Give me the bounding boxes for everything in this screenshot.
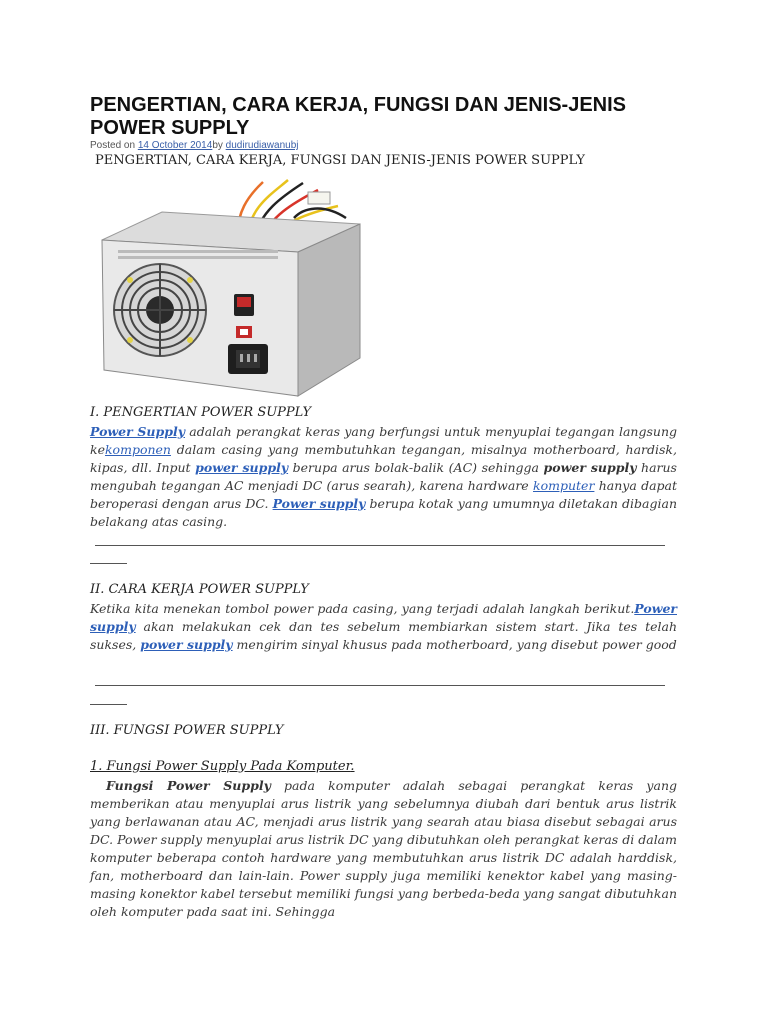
article-subtitle: PENGERTIAN, CARA KERJA, FUNGSI DAN JENIS-JENIS POWER SUPPLY [95,153,585,168]
section-2-heading: II. CARA KERJA POWER SUPPLY [90,582,309,597]
section-3-paragraph: Fungsi Power Supply pada komputer adalah sebagai perangkat keras yang memberikan atau menyuplai arus listrik yang sebelumnya diubah dari bentuk arus listrik yang berlawanan atau AC, menjadi arus listrik yang searah atau biasa disebut sebagai arus DC. Power supply menyuplai arus listrik DC yang dibutuhkan oleh perangkat keras di dalam komputer beberapa contoh hardware yang membutuhkan arus listrik DC adalah harddisk, fan, motherboard dan lain-lain. Power supply juga memiliki kenektor kabel yang masing-masing konektor kabel tersebut memiliki fungsi yang berbeda-beda yang sangat dibutuhkan oleh komputer pada saat ini. Sehingga [90,778,677,919]
article-title: PENGERTIAN, CARA KERJA, FUNGSI DAN JENIS-JENIS POWER SUPPLY [90,94,626,139]
author-link[interactable]: dudirudiawanubj [225,140,299,151]
section-2-paragraph: Ketika kita menekan tombol power pada casing, yang terjadi adalah langkah berikut.Power supply akan melakukan cek dan tes sebelum membiarkan sistem start. Jika tes telah sukses, power supply mengirim sinyal khusus pada motherboard, yang disebut power good [90,601,677,652]
power-supply-link[interactable]: Power supply [90,601,677,634]
power-supply-link[interactable]: power supply [195,460,289,475]
post-date-link[interactable]: 14 October 2014 [137,140,213,151]
by-label: by [212,140,226,151]
posted-on-label: Posted on [90,140,138,151]
section-1-heading: I. PENGERTIAN POWER SUPPLY [90,405,312,420]
divider-line-short [90,704,127,705]
section-1-paragraph: Power Supply adalah perangkat keras yang berfungsi untuk menyuplai tegangan langsung kekomponen dalam casing yang membutuhkan tegangan, misalnya motherboard, hardisk, kipas, dll. Input power supply berupa arus bolak-balik (AC) sehingga power supply harus mengubah tegangan AC menjadi DC (arus searah), karena hardware komputer hanya dapat beroperasi dengan arus DC. Power supply berupa kotak yang umumnya diletakan dibagian belakang atas casing. [90,424,678,529]
power-supply-link[interactable]: Power Supply [90,424,185,439]
section-3-heading: III. FUNGSI POWER SUPPLY [90,723,284,738]
komputer-link[interactable]: komputer [533,478,595,493]
subsection-heading: 1. Fungsi Power Supply Pada Komputer. [90,759,355,774]
komponen-link[interactable]: komponen [104,442,171,457]
divider-line-short [90,563,127,564]
divider-line [95,685,665,686]
power-supply-link[interactable]: Power supply [272,496,366,511]
post-meta [90,140,299,151]
divider-line [95,545,665,546]
power-supply-link[interactable]: power supply [140,637,233,652]
power-supply-image [98,178,366,400]
